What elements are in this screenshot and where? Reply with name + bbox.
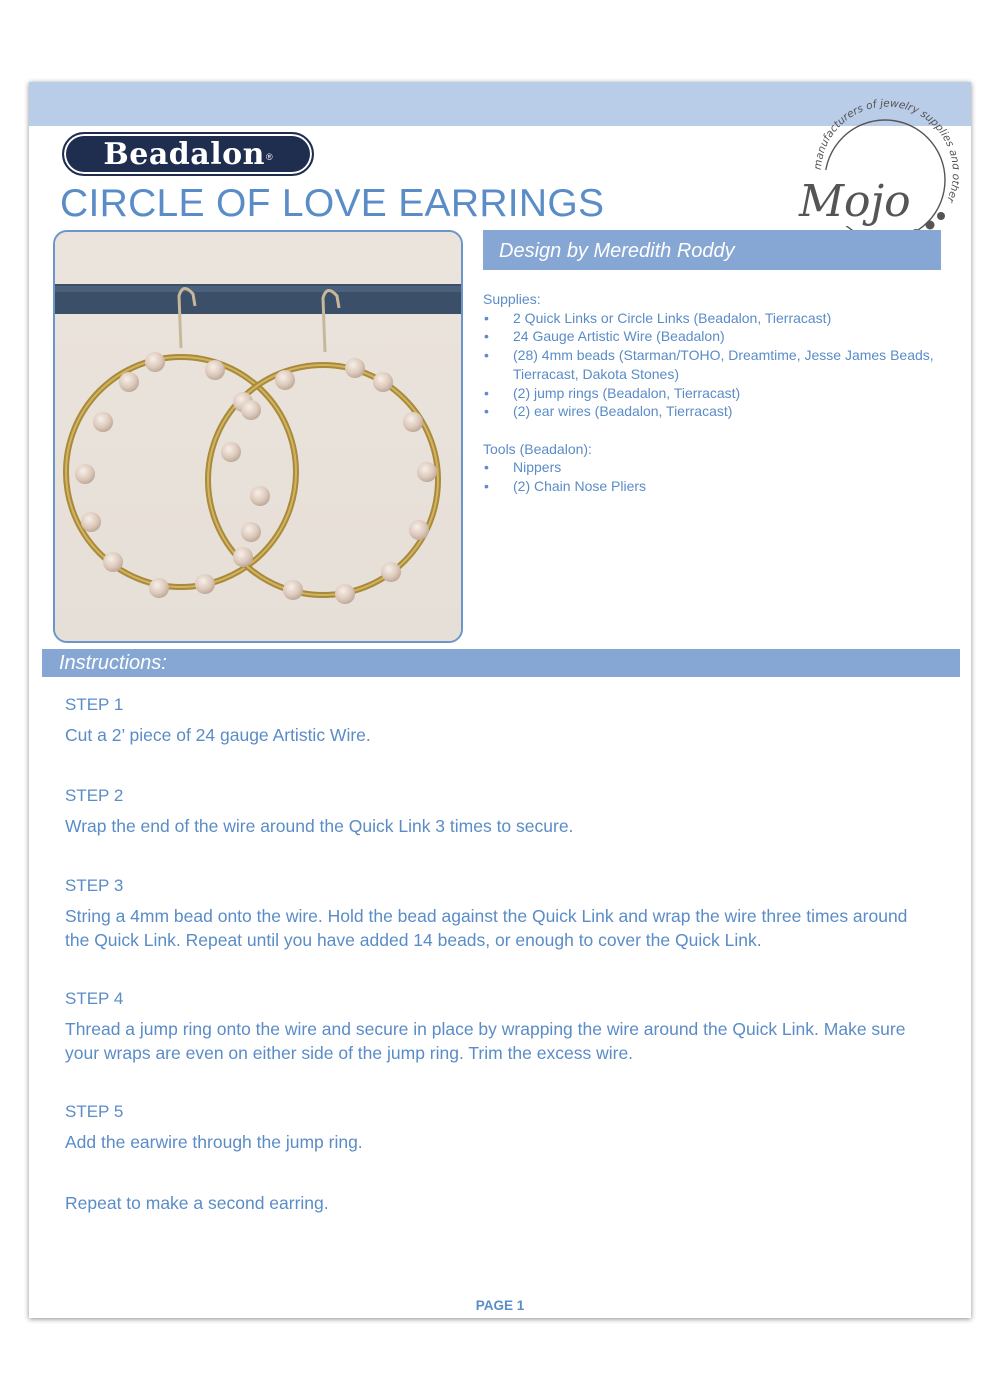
list-item	[483, 477, 943, 496]
list-item	[483, 309, 943, 328]
mojo-logo	[769, 92, 959, 252]
list-item	[483, 384, 943, 403]
step-text: Add the earwire through the jump ring.	[65, 1132, 363, 1152]
list-item	[483, 458, 943, 477]
closing-note: Repeat to make a second earring.	[65, 1193, 329, 1213]
supplies-list	[483, 309, 943, 421]
step-text: Thread a jump ring onto the wire and secure in place by wrapping the wire around the Quick Link. Make sure your wraps are even on either side of the jump ring. Trim the excess wire.	[65, 1019, 906, 1063]
bullet-icon: •	[484, 478, 489, 495]
designer-banner	[483, 230, 941, 270]
tool-item: Nippers	[513, 459, 562, 476]
document-page	[29, 82, 971, 1318]
step-label: STEP 2	[65, 786, 124, 805]
supply-item: (28) 4mm beads (Starman/TOHO, Dreamtime, Jesse James Beads, Tierracast, Dakota Stones)	[513, 347, 934, 382]
instructions-banner	[42, 649, 960, 677]
beadalon-logo-text: Beadalon	[103, 136, 265, 172]
mojo-bead-2	[926, 221, 935, 230]
beadalon-logo	[62, 132, 314, 176]
earrings-photo	[53, 230, 463, 643]
step-2	[65, 785, 925, 839]
supply-item: (2) jump rings (Beadalon, Tierracast)	[513, 384, 741, 401]
designer-credit: Design by Meredith Roddy	[499, 240, 735, 262]
step-5	[65, 1101, 925, 1155]
tools-list	[483, 458, 943, 495]
bullet-icon: •	[484, 347, 489, 364]
step-label: STEP 4	[65, 989, 124, 1008]
supply-item: (2) ear wires (Beadalon, Tierracast)	[513, 403, 733, 420]
mojo-tagline-path: manufacturers of jewelry supplies a er	[811, 97, 959, 205]
step-text: String a 4mm bead onto the wire. Hold the bead against the Quick Link and wrap the wire three times around the Quick Link. Repeat until you have added 14 beads, or enough to cover the Quick Link.	[65, 906, 908, 950]
step-text: Wrap the end of the wire around the Quick Link 3 times to secure.	[65, 816, 574, 836]
mojo-wordmark: Mojo	[799, 176, 911, 227]
mojo-logo-graphic	[769, 92, 959, 252]
tools-heading: Tools (Beadalon):	[483, 440, 592, 457]
step-1	[65, 694, 925, 748]
step-text: Cut a 2’ piece of 24 gauge Artistic Wire.	[65, 725, 371, 745]
instructions-heading: Instructions:	[59, 652, 167, 674]
list-item	[483, 327, 943, 346]
page-title: CIRCLE OF LOVE EARRINGS	[60, 182, 605, 225]
list-item	[483, 402, 943, 421]
earrings-illustration	[55, 232, 461, 641]
registered-mark: ®	[265, 152, 273, 162]
supply-item: 2 Quick Links or Circle Links (Beadalon, Tierracast)	[513, 309, 832, 326]
step-3	[65, 875, 925, 952]
supplies-section	[483, 290, 943, 496]
supplies-heading: Supplies:	[483, 291, 541, 307]
bullet-icon: •	[484, 459, 489, 476]
supply-item: 24 Gauge Artistic Wire (Beadalon)	[513, 328, 725, 345]
mojo-bead-3	[937, 212, 945, 220]
step-label: STEP 3	[65, 876, 124, 895]
step-label: STEP 5	[65, 1102, 124, 1121]
page-number: PAGE 1	[475, 1298, 525, 1313]
tool-item: (2) Chain Nose Pliers	[513, 478, 647, 495]
bullet-icon: •	[484, 309, 489, 326]
step-4	[65, 988, 925, 1065]
step-label: STEP 1	[65, 695, 124, 714]
bullet-icon: •	[484, 384, 489, 401]
bullet-icon: •	[484, 328, 489, 345]
bullet-icon: •	[484, 403, 489, 420]
list-item	[483, 346, 943, 383]
